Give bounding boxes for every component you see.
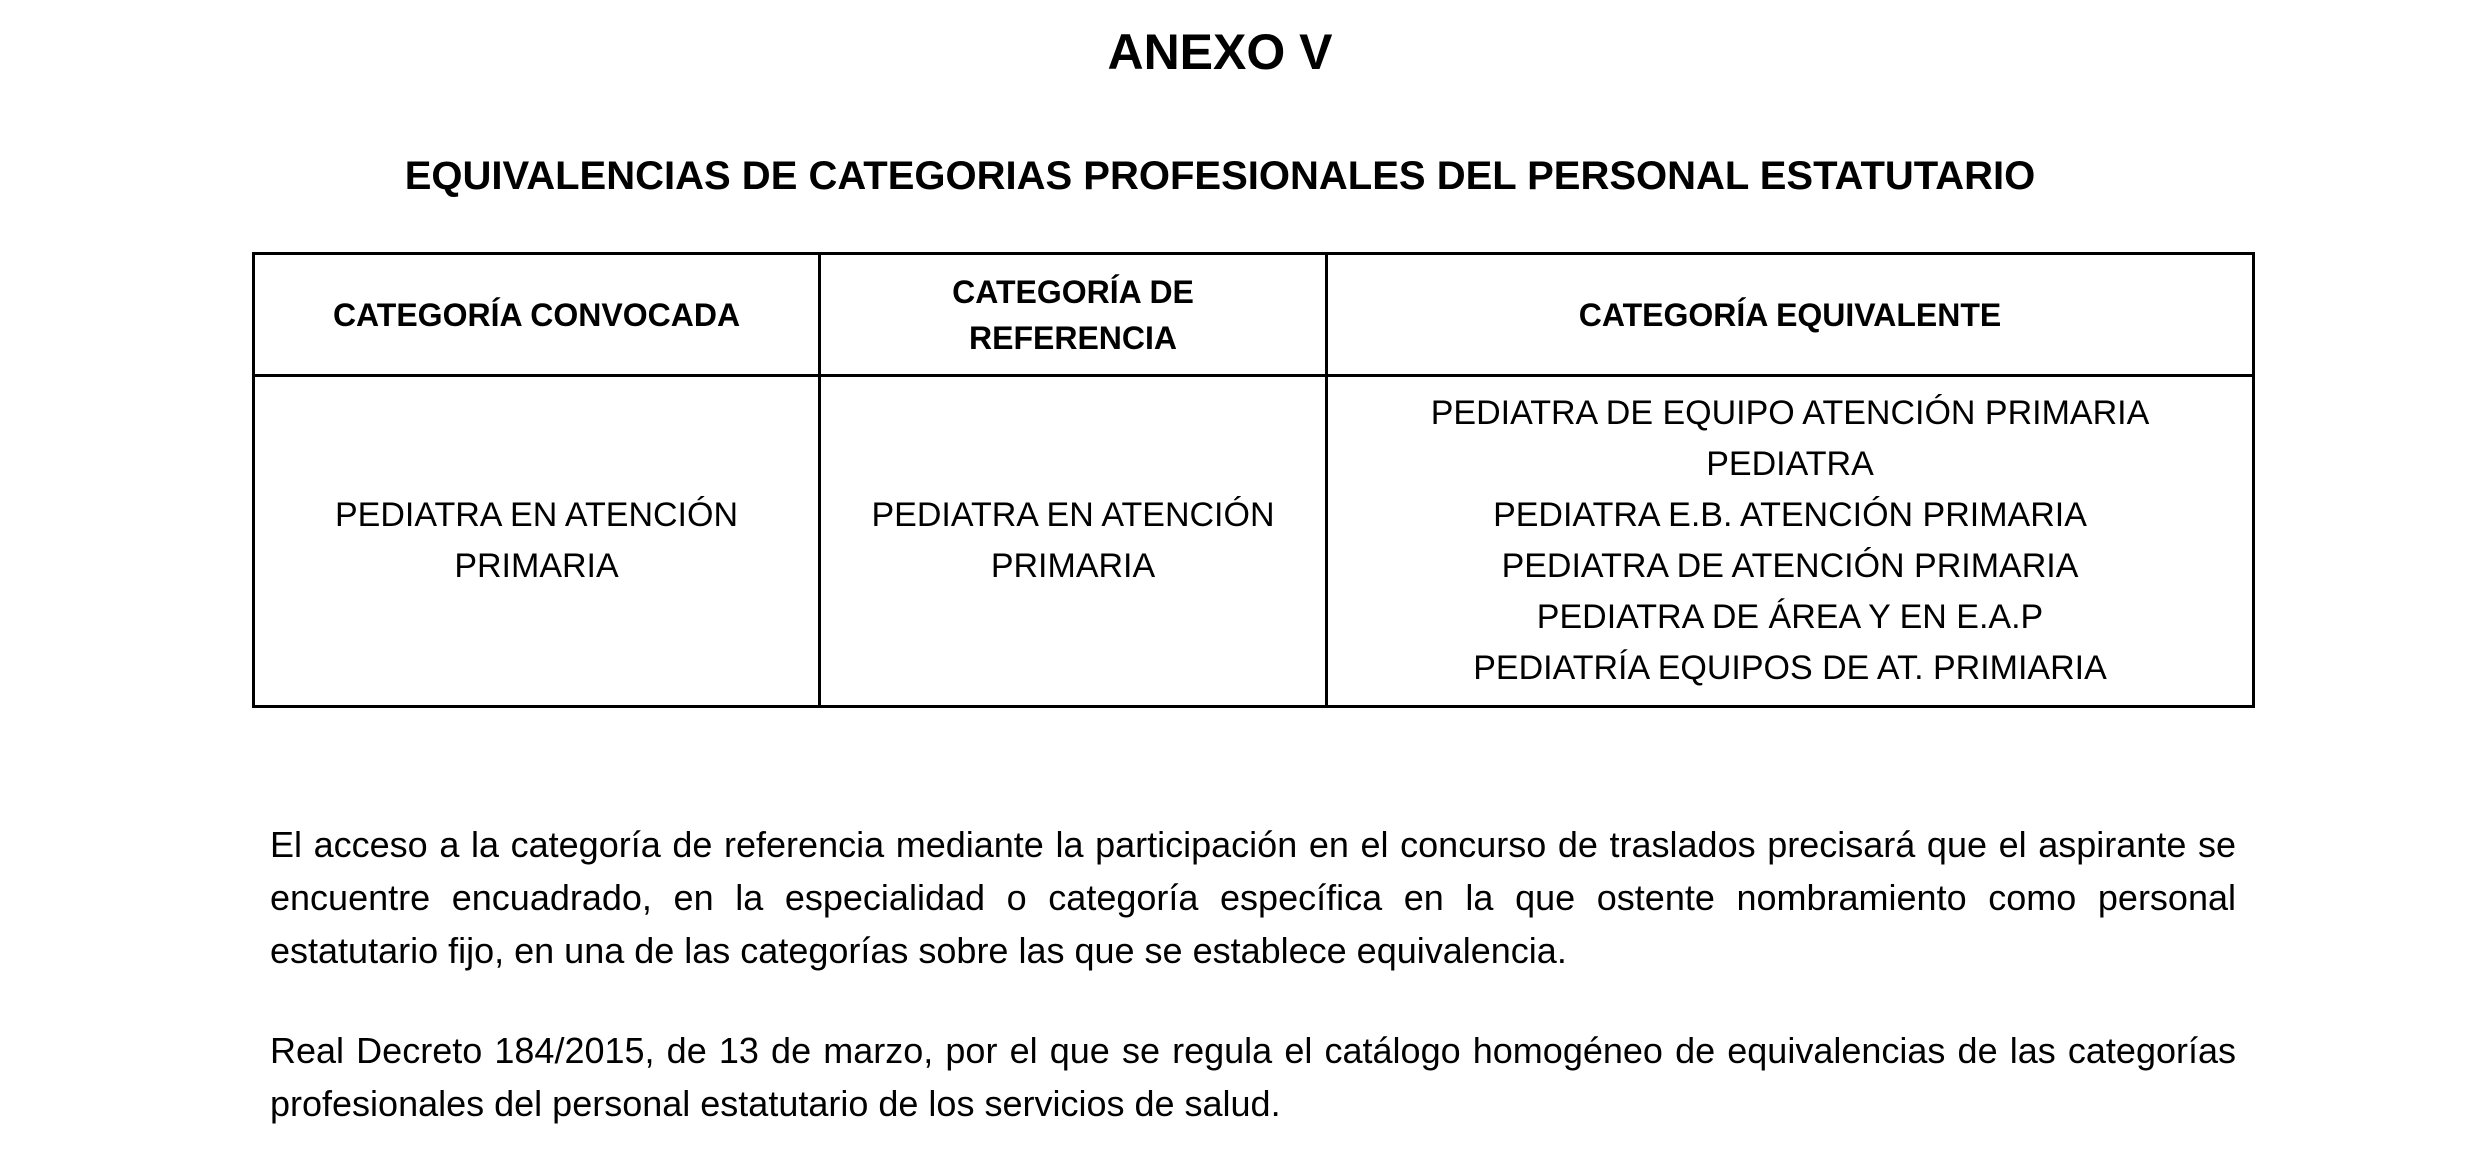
header-categoria-referencia: CATEGORÍA DE REFERENCIA [820, 254, 1327, 376]
equivalent-category-item: PEDIATRA [1706, 445, 1874, 483]
cell-categoria-convocada [254, 376, 820, 707]
equivalent-category-item: PEDIATRA DE EQUIPO ATENCIÓN PRIMARIA [1430, 394, 2150, 432]
cell-categoria-equivalente [1327, 376, 2254, 707]
table-row [254, 376, 2254, 707]
table-header-row [254, 254, 2254, 376]
cell-categoria-referencia [820, 376, 1327, 707]
equivalent-category-item: PEDIATRA DE ATENCIÓN PRIMARIA [1501, 547, 2079, 585]
document-subtitle: EQUIVALENCIAS DE CATEGORIAS PROFESIONALES DEL PERSONAL ESTATUTARIO [404, 154, 2036, 198]
cell-text-line: PEDIATRA EN ATENCIÓN [871, 496, 1275, 534]
equivalent-category-item: PEDIATRA DE ÁREA Y EN E.A.P [1536, 598, 2044, 636]
header-categoria-convocada: CATEGORÍA CONVOCADA [254, 254, 820, 376]
cell-text-line: PRIMARIA [990, 547, 1156, 585]
cell-text-line: PRIMARIA [454, 547, 619, 585]
legal-reference-paragraph: Real Decreto 184/2015, de 13 de marzo, por el que se regula el catálogo homogéneo de equivalencias de las categorías profesionales del personal estatutario de los servicios de salud. [270, 1030, 2236, 1124]
cell-text-line: PEDIATRA EN ATENCIÓN [334, 496, 739, 534]
access-requirement-paragraph: El acceso a la categoría de referencia mediante la participación en el concurso de traslados precisará que el aspirante se encuentre encuadrado, en la especialidad o categoría específica en la que ostente nombramiento como personal estatutario fijo, en una de las categorías sobre las que se establece equivalencia. [270, 824, 2236, 971]
header-categoria-equivalente: CATEGORÍA EQUIVALENTE [1327, 254, 2254, 376]
equivalences-table [252, 252, 2255, 708]
equivalent-category-item: PEDIATRÍA EQUIPOS DE AT. PRIMIARIA [1473, 649, 2107, 687]
equivalent-category-item: PEDIATRA E.B. ATENCIÓN PRIMARIA [1493, 496, 2087, 534]
annex-title: ANEXO V [1107, 24, 1333, 80]
